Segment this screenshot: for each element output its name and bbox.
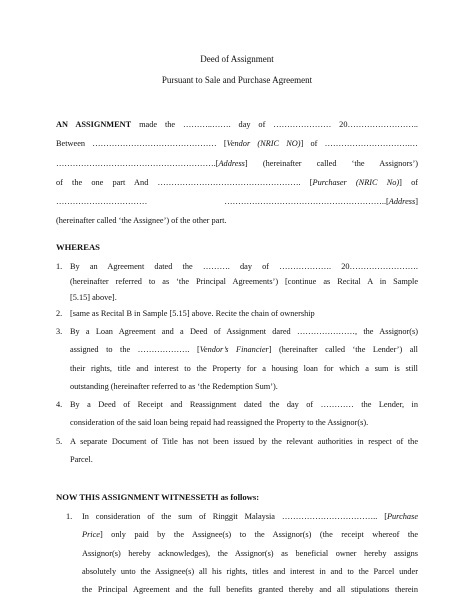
item-line: Assignor(s) hereby acknowledges), the Assignor(s) as beneficial owner hereby assigns [82, 548, 418, 558]
document-title: Deed of Assignment [200, 54, 274, 64]
item-line: ] only paid by the Assignee(s) to the Assignor(s) (the receipt whereof the [99, 530, 418, 540]
assignment-line-2-end: ] of ………………………….… [300, 139, 418, 149]
assignment-line-4-end: ] of [399, 177, 418, 187]
document-subtitle: Pursuant to Sale and Purchase Agreement [161, 75, 313, 85]
assignment-paragraph [56, 117, 418, 229]
item-number: 2. [56, 309, 63, 318]
item-number: 1. [56, 262, 63, 271]
item-line: absolutely unto the Assignee(s) all his rights, titles and interest in and to the Parcel under [82, 566, 418, 576]
item-line: By an Agreement dated the ………. day of ………………. 20……………………. [70, 262, 418, 271]
item-line: outstanding (hereinafter referred to as ‘the Redemption Sum’). [70, 381, 278, 391]
whereas-item-2 [56, 306, 418, 321]
assignment-line-4: of the one part And ……………………………………………. [ [56, 177, 313, 187]
item-number: 1. [66, 512, 73, 521]
whereas-item-3 [56, 324, 418, 394]
witnesseth-item-1 [56, 509, 418, 597]
item-line: Parcel. [70, 455, 93, 465]
item-line: A separate Document of Title has not been issued by the relevant authorities in respect of the [70, 437, 418, 446]
vendor-placeholder: Vendor (NRIC NO) [226, 139, 301, 149]
item-line: assigned to the ………………. [ [70, 345, 200, 355]
purchase-price-placeholder: Purchase [386, 512, 418, 521]
item-line: [5.15] above]. [70, 292, 117, 302]
assignment-lead: AN ASSIGNMENT [56, 120, 132, 129]
assignment-line-3-end: ] (hereinafter called ‘the Assignors’) [244, 158, 418, 168]
item-number: 4. [56, 400, 63, 409]
purchaser-placeholder: Purchaser (NRIC No) [312, 177, 400, 187]
item-line-end: ] (hereinafter called ‘the Lender’) all [268, 345, 418, 355]
financier-placeholder: Vendor’s Financier [199, 345, 269, 355]
item-line: [same as Recital B in Sample [5.15] above. Recite the chain of ownership [70, 309, 315, 318]
whereas-heading: WHEREAS [56, 242, 100, 252]
assignment-line-1: made the ………..……. day of ………………… 20…………………….. [131, 120, 418, 129]
item-number: 3. [56, 327, 63, 336]
item-line: (hereinafter referred to as ‘the Principal Agreements’) [continue as Recital A in Sample [70, 277, 418, 287]
assignment-line-5-end: ] [415, 197, 418, 207]
assignment-line-3: ………………………………………………….[ [56, 158, 219, 168]
price-placeholder: Price [82, 530, 100, 540]
item-line: In consideration of the sum of Ringgit Malaysia …………………………….. [ [82, 512, 387, 521]
whereas-item-1 [56, 259, 418, 305]
item-line: By a Deed of Receipt and Reassignment dated the day of ………… the Lender, in [70, 400, 418, 409]
witnesseth-heading: NOW THIS ASSIGNMENT WITNESSETH as follows: [56, 492, 260, 502]
assignment-line-2: Between ……………………………………… [ [56, 139, 227, 149]
whereas-item-4 [56, 397, 418, 431]
assignment-line-6: (hereinafter called ‘the Assignee’) of the other part. [56, 216, 227, 226]
item-line: the Principal Agreement and the full benefits granted thereby and all stipulations therein [82, 585, 418, 595]
item-line: consideration of the said loan being repaid had reassigned the Property to the Assignor(s). [70, 418, 369, 428]
address-placeholder: Address [218, 158, 245, 168]
assignment-line-5: …………………………… …………………………………………………..[ [56, 197, 389, 207]
address-placeholder-2: Address [388, 197, 416, 207]
item-line: By a Loan Agreement and a Deed of Assignment dared …………………, the Assignor(s) [70, 327, 418, 336]
item-line: their rights, title and interest to the Property for a housing loan for which a sum is still [70, 363, 418, 373]
whereas-item-5 [56, 434, 418, 468]
item-number: 5. [56, 437, 63, 446]
